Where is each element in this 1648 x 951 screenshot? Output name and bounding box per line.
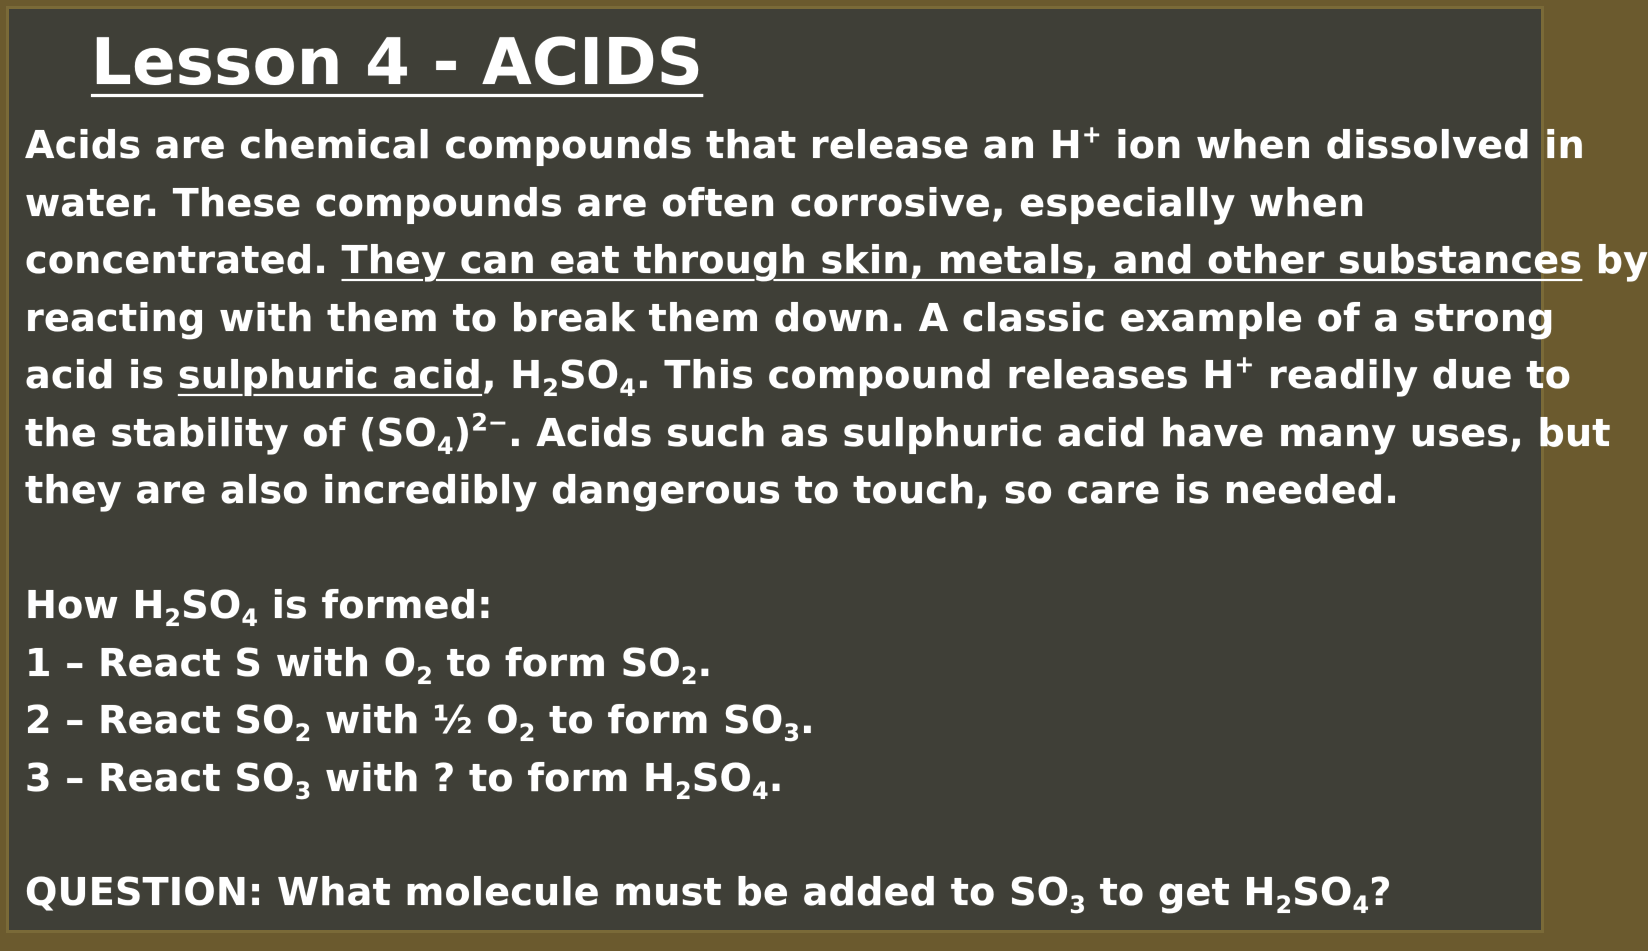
underlined-term: sulphuric acid (177, 353, 483, 397)
underlined-phrase: They can eat through skin, metals, and other substances (341, 238, 1583, 282)
chalkboard (6, 6, 1648, 933)
question-text: QUESTION: What molecule must be added to $SO_3$ to get $H_2SO_4$? (25, 870, 1392, 920)
paragraph-line: reacting with them to break them down. A classic example of a strong (25, 295, 1555, 340)
step-1: 1 – React S with $O_2$ to form $SO_2$. (25, 640, 713, 690)
lesson-title: Lesson 4 - ACIDS (91, 26, 704, 100)
paragraph-line: Acids are chemical compounds that release an H+ ion when dissolved in (25, 120, 1585, 167)
step-2: 2 – React $SO_2$ with ½ $O_2$ to form $SO_3$. (25, 698, 815, 748)
paragraph-line: they are also incredibly dangerous to touch, so care is needed. (25, 468, 1400, 512)
paragraph-line: water. These compounds are often corrosive, especially when (25, 180, 1366, 225)
paragraph-line: concentrated. They can eat through skin, metals, and other substances by (25, 238, 1648, 282)
paragraph-line: the stability of $(SO_4)^{2-}$. Acids such as sulphuric acid have many uses, but (25, 408, 1611, 460)
paragraph-line: acid is sulphuric acid, $H_2SO_4$. This compound releases H+ readily due to (25, 350, 1572, 403)
step-3: 3 – React $SO_3$ with ? to form $H_2SO_4$. (25, 755, 784, 805)
intro-paragraph (25, 117, 1648, 520)
formation-steps (25, 577, 815, 807)
steps-heading: How $H_2SO_4$ is formed: (25, 583, 493, 633)
